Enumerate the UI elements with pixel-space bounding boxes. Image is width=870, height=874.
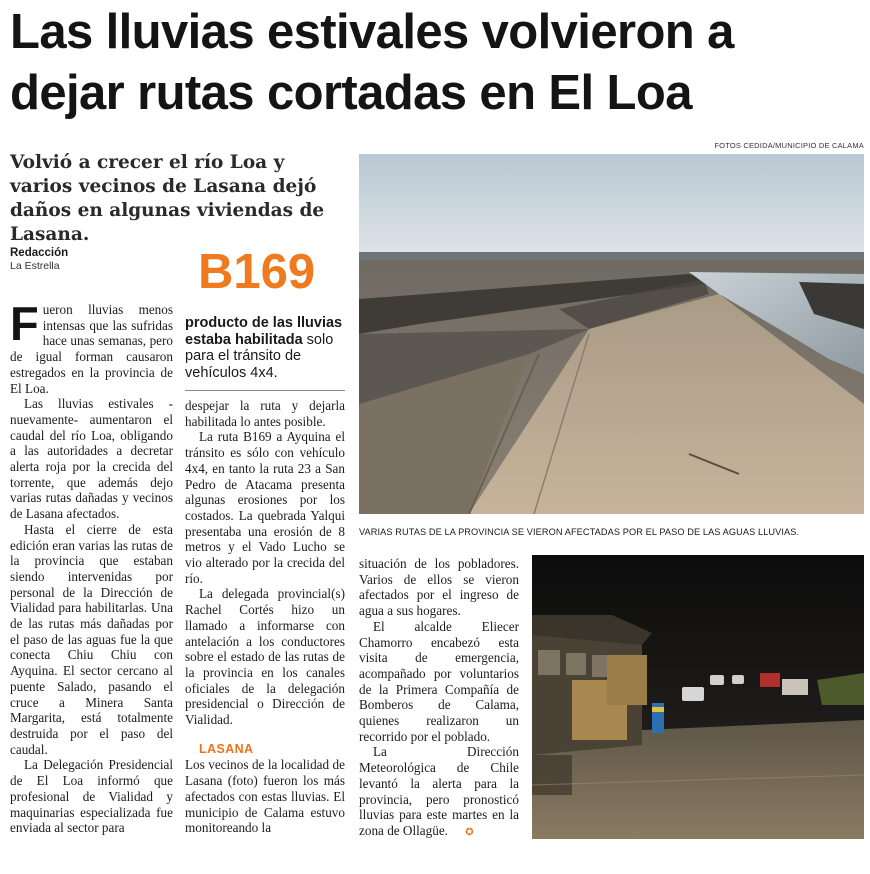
- byline-author: Redacción: [10, 247, 69, 259]
- article-column-1: [10, 297, 173, 836]
- paragraph: [359, 744, 519, 840]
- end-mark-icon: ✪: [465, 826, 474, 838]
- article-column-3: [359, 556, 519, 841]
- paragraph-lead: [10, 297, 173, 396]
- paragraph: La delegada provincial(s) Rachel Cortés hizo un llamado a informarse con antelación a los conductores sobre el estado de las rutas de la provincia en los canales oficiales de la delegación presidencial o Dirección de Vialidad.: [185, 586, 345, 728]
- photo-flooded-road-image: [359, 154, 864, 514]
- photo-flooded-road: [359, 154, 864, 514]
- article-column-2: [185, 398, 345, 836]
- photo-credit: FOTOS CEDIDA/MUNICIPIO DE CALAMA: [714, 141, 864, 150]
- paragraph: Los vecinos de la localidad de Lasana (foto) fueron los más afectados con estas lluvias. El municipio de Calama estuvo monitoreando la: [185, 757, 345, 836]
- byline-outlet: La Estrella: [10, 260, 60, 272]
- paragraph: El alcalde Eliecer Chamorro encabezó esta visita de emergencia, acompañado por voluntarios de la Primera Compañía de Bomberos de Calama, quienes realizaron un recorrido por el poblado.: [359, 618, 519, 744]
- paragraph: situación de los pobladores. Varios de ellos se vieron afectados por el ingreso de agua a sus hogares.: [359, 556, 519, 619]
- photo-flooded-village: [532, 555, 864, 839]
- drop-cap: F: [10, 297, 39, 350]
- photo-caption: VARIAS RUTAS DE LA PROVINCIA SE VIERON AFECTADAS POR EL PASO DE LAS AGUAS LLUVIAS.: [359, 527, 800, 537]
- subhead: Volvió a crecer el río Loa y varios vecinos de Lasana dejó daños en algunas viviendas de Lasana.: [10, 152, 325, 245]
- section-heading-lasana: LASANA: [199, 741, 254, 756]
- highlight-divider: [185, 390, 345, 391]
- paragraph: Hasta el cierre de esta edición eran varias las rutas de la provincia que estaban siendo intervenidas por personal de la Dirección de Vialidad para habilitarlas. Una de las rutas más dañadas por el paso de las aguas fue la que conecta Chiu Chiu con Ayquina. El sector cercano al puente Salado, pasando el cruce a Minera Santa Margarita, está totalmente destruida por el paso del caudal.: [10, 521, 173, 757]
- paragraph: Las lluvias estivales -nuevamente- aumentaron el caudal del río Loa, obligando a las autoridades a decretar alerta roja por la crecida del torrente, que además dejo varias rutas dañadas y vecinos de Lasana afectados.: [10, 396, 173, 522]
- highlight-bold-text: producto de las lluvias estaba habilitada: [185, 315, 343, 348]
- photo-flooded-village-image: [532, 555, 864, 839]
- headline: [10, 2, 860, 124]
- paragraph: despejar la ruta y dejarla habilitada lo antes posible.: [185, 398, 345, 429]
- paragraph-lead-text: ueron lluvias menos intensas que las sufridas hace unas semanas, pero de igual forman causaron estregados en la provincia de El Loa.: [10, 302, 173, 396]
- byline: [10, 247, 68, 272]
- headline-line-1: Las lluvias estivales volvieron a: [10, 5, 734, 59]
- paragraph: La ruta B169 a Ayquina el tránsito es sólo con vehículo 4x4, en tanto la ruta 23 a San Pedro de Atacama presenta algunas erosiones por los costados. La quebrada Yalqui presentaba una erosión de 8 metros y el Vado Lucho se vio alterado por la crecida del río.: [185, 429, 345, 586]
- paragraph: La Delegación Presidencial de El Loa informó que profesional de Vialidad y maquinarias especializada fue enviada al sector para: [10, 757, 173, 836]
- highlight-number: B169: [198, 245, 316, 299]
- headline-line-2: dejar rutas cortadas en El Loa: [10, 66, 692, 120]
- highlight-quote: [185, 315, 345, 381]
- highlight-text: solo para el tránsito de vehículos 4x4.: [185, 331, 334, 381]
- paragraph-final-text: La Dirección Meteorológica de Chile levantó la alerta para la provincia, pero pronosticó lluvias para este martes en la zona de Ollagüe.: [359, 744, 519, 838]
